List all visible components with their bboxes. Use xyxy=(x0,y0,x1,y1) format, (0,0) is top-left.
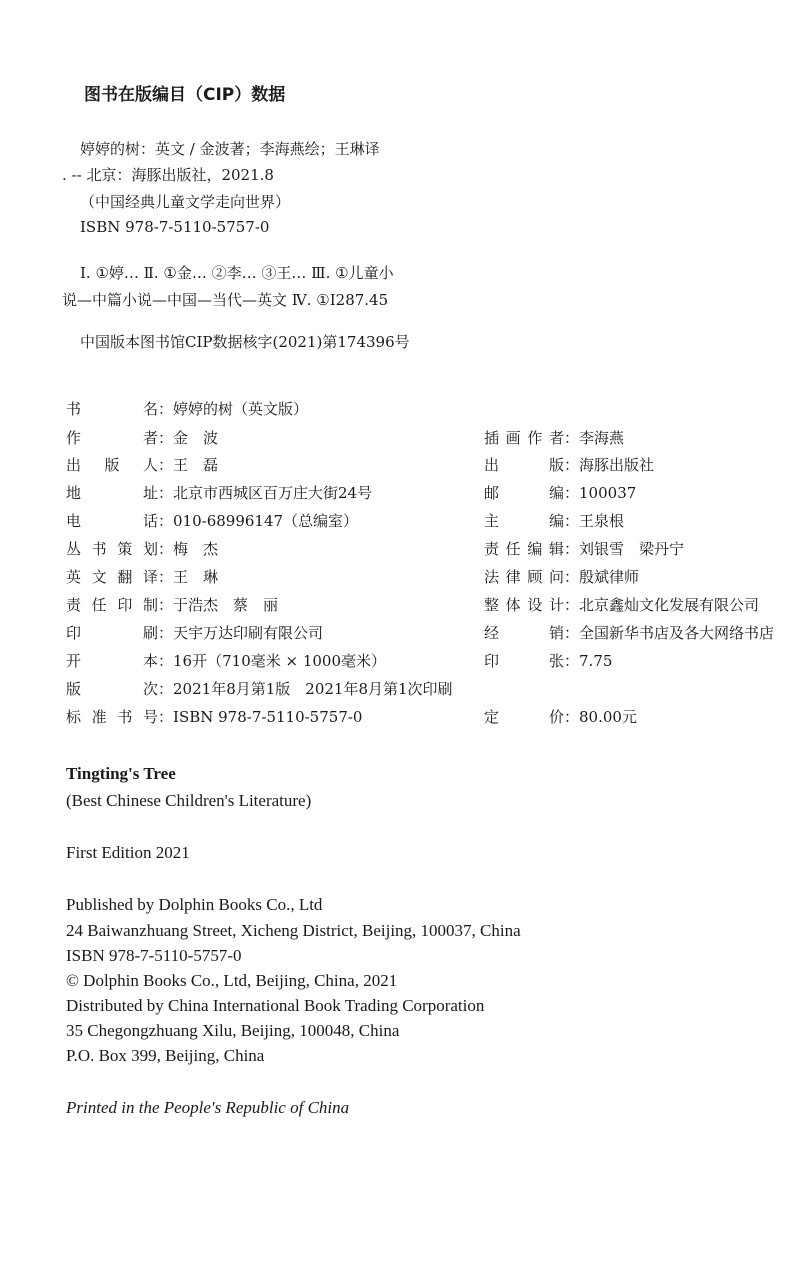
info-legal-advisor: 法律顾问：殷斌律师 xyxy=(484,568,640,586)
info-label: 开本 xyxy=(66,652,158,670)
cip-line-classification-1: Ⅰ. ①婷… Ⅱ. ①金… ②李… ③王… Ⅲ. ①儿童小 xyxy=(80,264,394,282)
info-value: 海豚出版社 xyxy=(579,456,655,474)
info-label: 印刷 xyxy=(66,624,158,642)
copyright-line: © Dolphin Books Co., Ltd, Beijing, China, 2021 xyxy=(66,971,398,990)
info-label: 作者 xyxy=(66,429,158,447)
info-label: 法律顾问 xyxy=(484,568,564,586)
info-value: 100037 xyxy=(579,484,637,502)
info-value: 殷斌律师 xyxy=(579,568,640,586)
info-value: 天宇万达印刷有限公司 xyxy=(173,624,324,642)
distributor-line: Distributed by China International Book Trading Corporation xyxy=(66,996,485,1015)
cip-line-title: 婷婷的树：英文 / 金波著；李海燕绘；王琳译 xyxy=(80,140,380,158)
info-chief-editor: 主编：王泉根 xyxy=(484,512,625,530)
info-value: 北京市西城区百万庄大街24号 xyxy=(173,484,373,502)
info-value: 80.00元 xyxy=(579,708,637,726)
info-label: 定价 xyxy=(484,708,564,726)
info-value: 婷婷的树（英文版） xyxy=(173,400,309,418)
info-value: 王泉根 xyxy=(579,512,625,530)
info-label: 责任印制 xyxy=(66,596,158,614)
isbn-line: ISBN 978-7-5110-5757-0 xyxy=(66,946,242,965)
info-label: 版次 xyxy=(66,680,158,698)
info-series-planner: 丛书策划：梅 杰 xyxy=(66,540,219,558)
po-box-line: P.O. Box 399, Beijing, China xyxy=(66,1046,265,1065)
info-label: 地址 xyxy=(66,484,158,502)
info-label: 插画作者 xyxy=(484,429,564,447)
info-author: 作者：金 波 xyxy=(66,429,219,447)
info-value: 7.75 xyxy=(579,652,613,670)
info-value: 王 磊 xyxy=(173,456,219,474)
info-price: 定价：80.00元 xyxy=(484,708,637,726)
info-phone: 电话：010-68996147（总编室） xyxy=(66,512,359,530)
info-postcode: 邮编：100037 xyxy=(484,484,637,502)
cip-line-classification-2: 说—中篇小说—中国—当代—英文 Ⅳ. ①I287.45 xyxy=(62,291,389,309)
info-print-sheets: 印张：7.75 xyxy=(484,652,613,670)
info-label: 英文翻译 xyxy=(66,568,158,586)
info-label: 主编 xyxy=(484,512,564,530)
info-publisher-person: 出版人：王 磊 xyxy=(66,456,219,474)
info-book-name: 书名：婷婷的树（英文版） xyxy=(66,400,309,418)
info-value: 于浩杰 蔡 丽 xyxy=(173,596,279,614)
info-printer: 印刷：天宇万达印刷有限公司 xyxy=(66,624,324,642)
info-value: 金 波 xyxy=(173,429,219,447)
info-label: 经销 xyxy=(484,624,564,642)
info-illustrator: 插画作者：李海燕 xyxy=(484,429,625,447)
cip-line-isbn: ISBN 978-7-5110-5757-0 xyxy=(80,218,270,236)
cip-line-series: （中国经典儿童文学走向世界） xyxy=(80,193,291,211)
info-value: 010-68996147（总编室） xyxy=(173,512,359,530)
info-edition: 版次：2021年8月第1版 2021年8月第1次印刷 xyxy=(66,680,453,698)
info-value: 李海燕 xyxy=(579,429,625,447)
info-overall-design: 整体设计：北京鑫灿文化发展有限公司 xyxy=(484,596,760,614)
info-standard-number: 标准书号：ISBN 978-7-5110-5757-0 xyxy=(66,708,363,726)
publisher-line: Published by Dolphin Books Co., Ltd xyxy=(66,895,323,914)
info-translator: 英文翻译：王 琳 xyxy=(66,568,219,586)
info-address: 地址：北京市西城区百万庄大街24号 xyxy=(66,484,373,502)
info-label: 责任编辑 xyxy=(484,540,564,558)
info-label: 出版 xyxy=(484,456,564,474)
info-responsible-editor: 责任编辑：刘银雪 梁丹宁 xyxy=(484,540,685,558)
info-value: 北京鑫灿文化发展有限公司 xyxy=(579,596,760,614)
cip-title: 图书在版编目（CIP）数据 xyxy=(84,85,286,105)
info-print-supervisor: 责任印制：于浩杰 蔡 丽 xyxy=(66,596,279,614)
publisher-address-line: 24 Baiwanzhuang Street, Xicheng District, Beijing, 100037, China xyxy=(66,921,521,940)
english-series: (Best Chinese Children's Literature) xyxy=(66,791,312,810)
printed-in-line: Printed in the People's Republic of China xyxy=(66,1098,350,1117)
info-label: 书名 xyxy=(66,400,158,418)
info-value: 梅 杰 xyxy=(173,540,219,558)
info-publisher: 出版：海豚出版社 xyxy=(484,456,655,474)
cip-line-publisher: . -- 北京：海豚出版社，2021.8 xyxy=(62,166,274,184)
info-distributor: 经销：全国新华书店及各大网络书店 xyxy=(484,624,775,642)
distributor-address-line: 35 Chegongzhuang Xilu, Beijing, 100048, China xyxy=(66,1021,400,1040)
info-value: 2021年8月第1版 2021年8月第1次印刷 xyxy=(173,680,453,698)
info-label: 邮编 xyxy=(484,484,564,502)
info-value: 刘银雪 梁丹宁 xyxy=(579,540,685,558)
cip-line-record: 中国版本图书馆CIP数据核字(2021)第174396号 xyxy=(80,333,410,351)
info-label: 标准书号 xyxy=(66,708,158,726)
info-label: 整体设计 xyxy=(484,596,564,614)
info-value: ISBN 978-7-5110-5757-0 xyxy=(173,708,363,726)
english-edition: First Edition 2021 xyxy=(66,843,190,862)
info-label: 出版人 xyxy=(66,456,158,474)
info-label: 丛书策划 xyxy=(66,540,158,558)
info-label: 电话 xyxy=(66,512,158,530)
english-title: Tingting's Tree xyxy=(66,764,176,783)
info-format: 开本：16开（710毫米 × 1000毫米） xyxy=(66,652,387,670)
info-value: 16开（710毫米 × 1000毫米） xyxy=(173,652,387,670)
info-value: 王 琳 xyxy=(173,568,219,586)
info-label: 印张 xyxy=(484,652,564,670)
info-value: 全国新华书店及各大网络书店 xyxy=(579,624,775,642)
